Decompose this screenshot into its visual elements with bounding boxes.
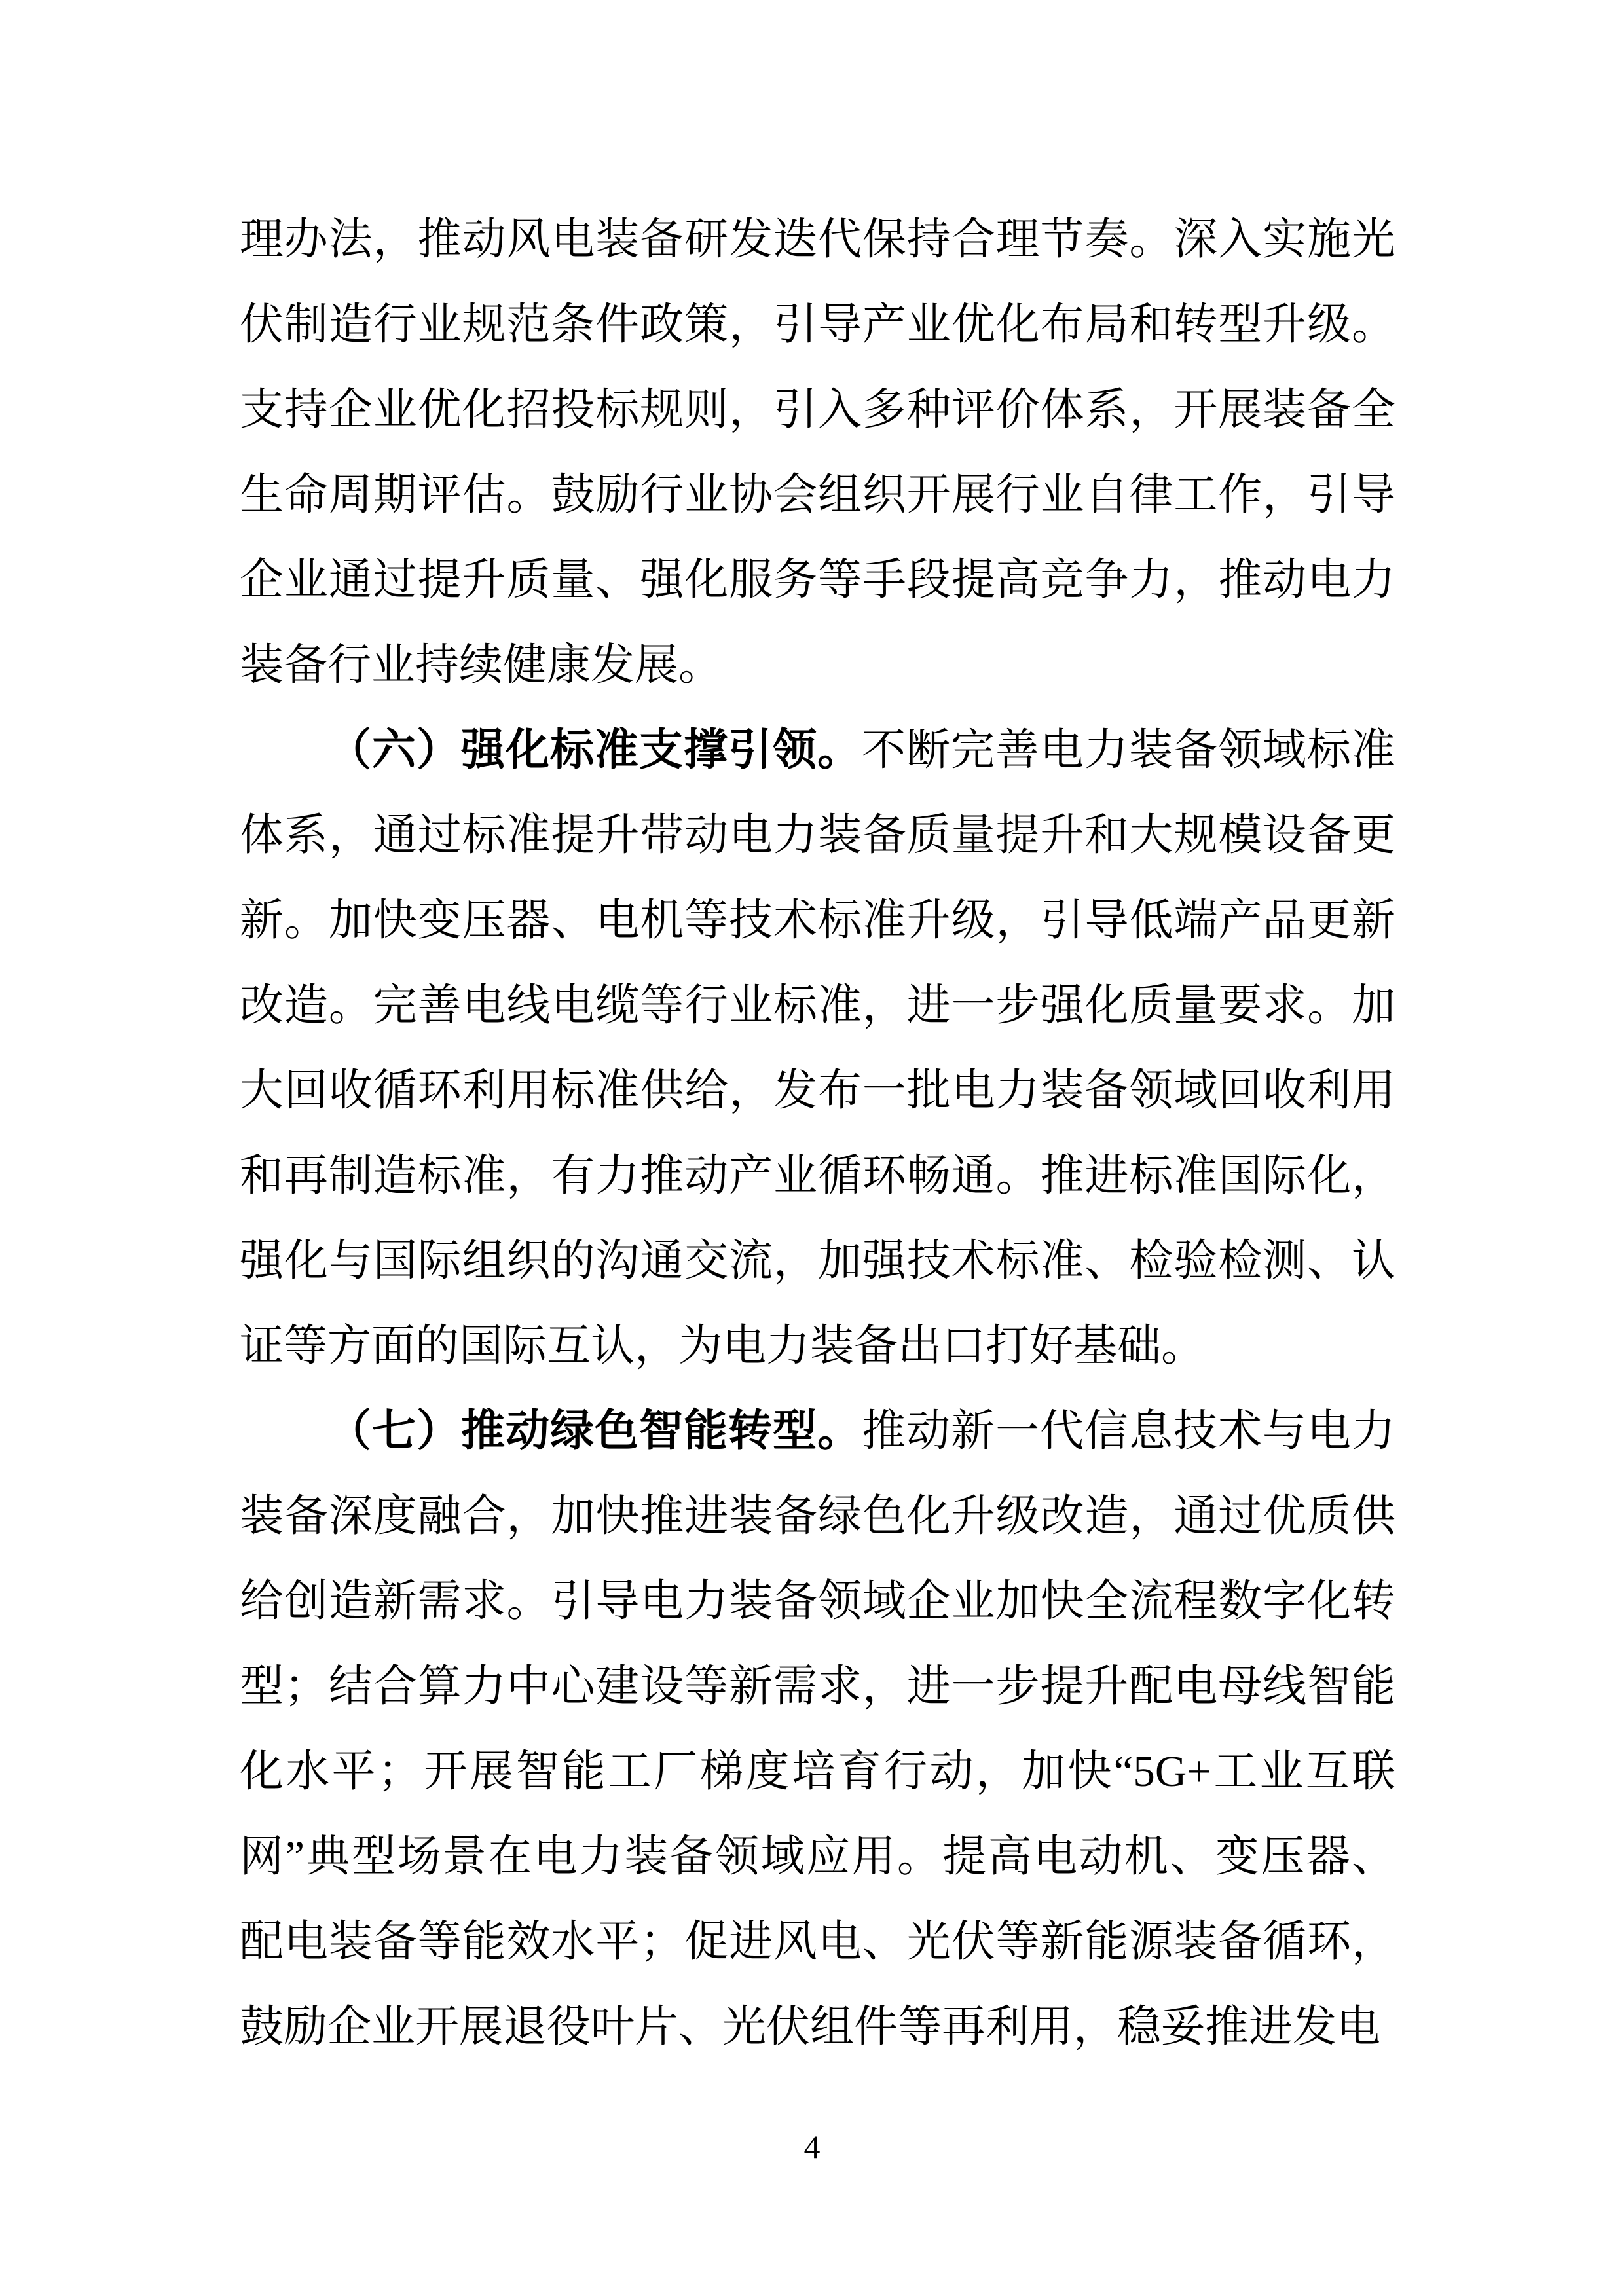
document-body xyxy=(240,197,1395,2069)
paragraph xyxy=(240,708,1395,1389)
paragraph xyxy=(240,197,1395,708)
section-heading-run: （六）强化标准支撑引领。 xyxy=(327,726,862,774)
section-heading-run: （七）推动绿色智能转型。 xyxy=(327,1407,862,1455)
body-text-run: 推动新一代信息技术与电力装备深度融合，加快推进装备绿色化升级改造，通过优质供给创造新需求。引导电力装备领域企业加快全流程数字化转型；结合算力中心建设等新需求，进一步提升配电母线智能化水平；开展智能工厂梯度培育行动，加快“5G+工业互联网”典型场景在电力装备领域应用。提高电动机、变压器、配电装备等能效水平；促进风电、光伏等新能源装备循环，鼓励企业开展退役叶片、光伏组件等再利用，稳妥推进发电 xyxy=(240,1407,1395,2051)
body-text-run: 理办法，推动风电装备研发迭代保持合理节奏。深入实施光伏制造行业规范条件政策，引导产业优化布局和转型升级。支持企业优化招投标规则，引入多种评价体系，开展装备全生命周期评估。鼓励行业协会组织开展行业自律工作，引导企业通过提升质量、强化服务等手段提高竞争力，推动电力装备行业持续健康发展。 xyxy=(240,215,1395,689)
page-number: 4 xyxy=(803,2128,821,2165)
paragraph xyxy=(240,1389,1395,2069)
body-text-run: 不断完善电力装备领域标准体系，通过标准提升带动电力装备质量提升和大规模设备更新。加快变压器、电机等技术标准升级，引导低端产品更新改造。完善电线电缆等行业标准，进一步强化质量要求。加大回收循环利用标准供给，发布一批电力装备领域回收利用和再制造标准，有力推动产业循环畅通。推进标准国际化，强化与国际组织的沟通交流，加强技术标准、检验检测、认证等方面的国际互认，为电力装备出口打好基础。 xyxy=(240,726,1395,1370)
